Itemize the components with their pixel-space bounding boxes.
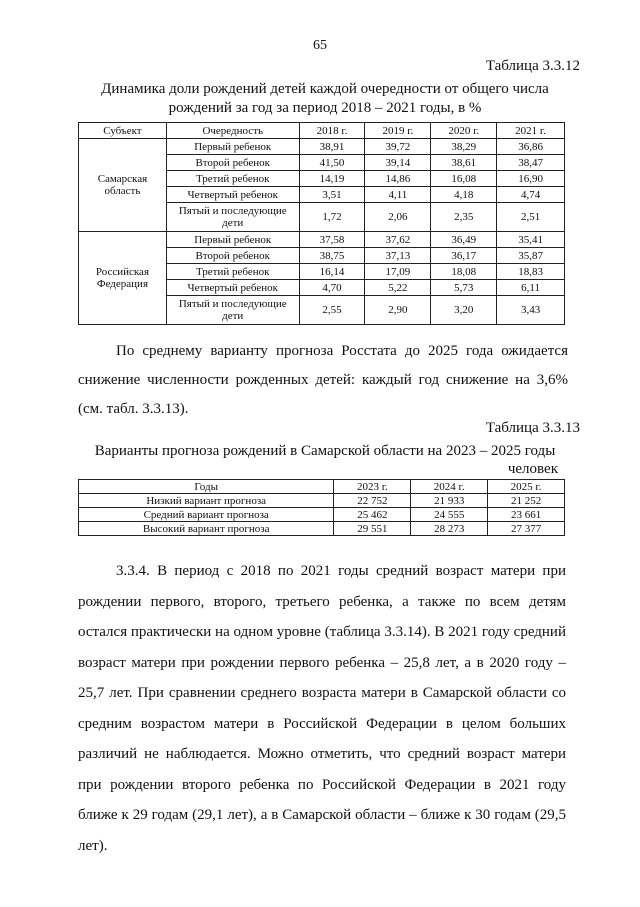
value-cell: 16,08 — [431, 171, 497, 187]
table1-title — [70, 80, 580, 118]
subject-line: Самарская — [97, 173, 148, 185]
value-cell: 16,14 — [299, 264, 365, 280]
value-cell: 14,86 — [365, 171, 431, 187]
table-header-row — [79, 480, 565, 494]
value-cell: 4,70 — [299, 280, 365, 296]
forecast-table — [78, 479, 565, 536]
order-cell: Второй ребенок — [166, 155, 299, 171]
row-label: Высокий вариант прогноза — [79, 522, 334, 536]
value-cell: 36,17 — [431, 248, 497, 264]
row-label: Низкий вариант прогноза — [79, 494, 334, 508]
value-cell: 4,74 — [497, 187, 565, 203]
value-cell: 39,72 — [365, 139, 431, 155]
value-cell: 23 661 — [488, 508, 565, 522]
value-cell: 39,14 — [365, 155, 431, 171]
column-header: Очередность — [166, 123, 299, 139]
table-row — [79, 139, 565, 155]
paragraph-forecast: По среднему варианту прогноза Росстата до 2025 года ожидается снижение численности рожденных детей: каждый год снижение на 3,6% (см. табл. 3.3.13). — [78, 343, 568, 417]
page-number: 65 — [313, 38, 327, 53]
table-row — [79, 522, 565, 536]
value-cell: 38,47 — [497, 155, 565, 171]
column-header: 2024 г. — [411, 480, 488, 494]
order-cell: Первый ребенок — [166, 139, 299, 155]
row-label: Средний вариант прогноза — [79, 508, 334, 522]
value-cell: 38,75 — [299, 248, 365, 264]
subject-line: Федерация — [96, 278, 148, 290]
table-row — [79, 494, 565, 508]
order-line: Пятый и последующие — [178, 298, 287, 310]
table1-title-line2: рождений за год за период 2018 – 2021 годы, в % — [168, 100, 482, 116]
table1-title-line1: Динамика доли рождений детей каждой очередности от общего числа — [101, 81, 549, 97]
value-cell: 18,08 — [431, 264, 497, 280]
value-cell: 21 252 — [488, 494, 565, 508]
value-cell: 2,90 — [365, 296, 431, 325]
column-header: 2019 г. — [365, 123, 431, 139]
column-header: Годы — [79, 480, 334, 494]
value-cell: 2,51 — [497, 203, 565, 232]
order-line: дети — [222, 310, 244, 322]
order-cell: Второй ребенок — [166, 248, 299, 264]
subject-line: Российская — [95, 266, 150, 278]
order-line: Пятый и последующие — [178, 205, 287, 217]
value-cell: 2,06 — [365, 203, 431, 232]
table2-title: Варианты прогноза рождений в Самарской области на 2023 – 2025 годы — [94, 443, 556, 459]
value-cell: 28 273 — [411, 522, 488, 536]
value-cell: 1,72 — [299, 203, 365, 232]
value-cell: 3,43 — [497, 296, 565, 325]
order-cell: Первый ребенок — [166, 232, 299, 248]
value-cell: 5,73 — [431, 280, 497, 296]
column-header: 2021 г. — [497, 123, 565, 139]
value-cell: 27 377 — [488, 522, 565, 536]
table-header-row — [79, 123, 565, 139]
column-header: 2023 г. — [334, 480, 411, 494]
order-cell: Четвертый ребенок — [166, 187, 299, 203]
subject-cell — [79, 232, 167, 325]
birth-order-table — [78, 122, 565, 325]
value-cell: 37,62 — [365, 232, 431, 248]
value-cell: 24 555 — [411, 508, 488, 522]
order-cell — [166, 296, 299, 325]
column-header: 2020 г. — [431, 123, 497, 139]
value-cell: 4,18 — [431, 187, 497, 203]
value-cell: 29 551 — [334, 522, 411, 536]
value-cell: 37,13 — [365, 248, 431, 264]
value-cell: 37,58 — [299, 232, 365, 248]
value-cell: 3,51 — [299, 187, 365, 203]
order-cell — [166, 203, 299, 232]
value-cell: 35,87 — [497, 248, 565, 264]
column-header: 2018 г. — [299, 123, 365, 139]
value-cell: 36,86 — [497, 139, 565, 155]
order-line: дети — [222, 217, 244, 229]
order-cell: Третий ребенок — [166, 264, 299, 280]
table2-caption: Таблица 3.3.13 — [485, 420, 580, 436]
table-row — [79, 232, 565, 248]
subject-line: область — [104, 185, 141, 197]
value-cell: 41,50 — [299, 155, 365, 171]
table-row — [79, 508, 565, 522]
value-cell: 3,20 — [431, 296, 497, 325]
value-cell: 21 933 — [411, 494, 488, 508]
subject-cell — [79, 139, 167, 232]
value-cell: 18,83 — [497, 264, 565, 280]
value-cell: 17,09 — [365, 264, 431, 280]
value-cell: 38,91 — [299, 139, 365, 155]
value-cell: 22 752 — [334, 494, 411, 508]
value-cell: 2,35 — [431, 203, 497, 232]
value-cell: 14,19 — [299, 171, 365, 187]
table1-caption: Таблица 3.3.12 — [485, 58, 580, 74]
value-cell: 38,29 — [431, 139, 497, 155]
value-cell: 16,90 — [497, 171, 565, 187]
order-cell: Третий ребенок — [166, 171, 299, 187]
column-header: 2025 г. — [488, 480, 565, 494]
value-cell: 6,11 — [497, 280, 565, 296]
table2-units: человек — [507, 461, 558, 477]
value-cell: 35,41 — [497, 232, 565, 248]
value-cell: 4,11 — [365, 187, 431, 203]
value-cell: 36,49 — [431, 232, 497, 248]
value-cell: 25 462 — [334, 508, 411, 522]
value-cell: 5,22 — [365, 280, 431, 296]
order-cell: Четвертый ребенок — [166, 280, 299, 296]
column-header: Субъект — [79, 123, 167, 139]
value-cell: 38,61 — [431, 155, 497, 171]
paragraph-mother-age: 3.3.4. В период с 2018 по 2021 годы средний возраст матери при рождении первого, второго, третьего ребенка, а также по всем детям остался практически на одном уровне (таблица 3.3.14). В 2021 году средний возраст матери при рождении первого ребенка – 25,8 лет, а в 2020 году – 25,7 лет. При сравнении среднего возраста матери в Самарской области со средним возрастом матери в Российской Федерации в целом больших различий не наблюдается. Можно отметить, что средний возраст матери при рождении второго ребенка по Российской Федерации в 2021 году ближе к 29 годам (29,1 лет), а в Самарской области – ближе к 30 годам (29,5 лет). — [78, 563, 566, 854]
value-cell: 2,55 — [299, 296, 365, 325]
